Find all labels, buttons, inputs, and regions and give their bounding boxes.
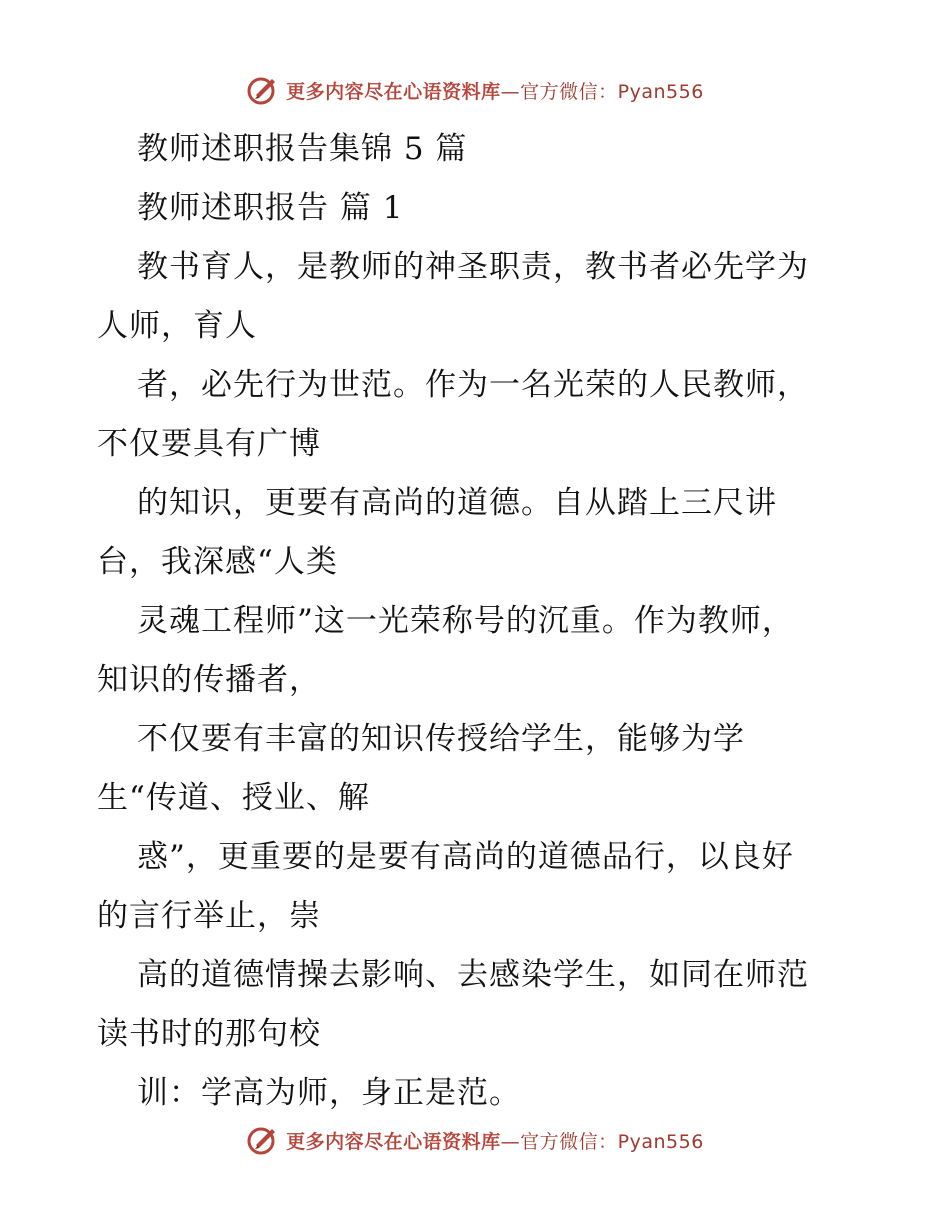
paragraph-line: 人师，育人: [97, 308, 257, 344]
paragraph-line: 读书时的那句校: [97, 1016, 321, 1052]
paragraph-line: 不仅要具有广博: [97, 426, 321, 462]
paragraph-line: 的言行举止，崇: [97, 898, 321, 934]
paragraph-line: 的知识，更要有高尚的道德。自从踏上三尺讲: [137, 485, 777, 521]
header-banner-slogan: 更多内容尽在心语资料库: [286, 80, 501, 103]
paragraph-line: 教书育人，是教师的神圣职责，教书者必先学为: [137, 249, 809, 285]
quill-pen-logo-icon: [246, 73, 280, 107]
footer-banner-text: [286, 1127, 704, 1154]
document-title: 教师述职报告集锦 5 篇: [137, 131, 468, 167]
paragraph-line: 灵魂工程师”这一光荣称号的沉重。作为教师，: [137, 603, 794, 639]
header-banner-text: [286, 77, 704, 104]
quill-pen-logo-icon: [246, 1123, 280, 1157]
paragraph-line: 高的道德情操去影响、去感染学生，如同在师范: [137, 957, 809, 993]
paragraph-line: 知识的传播者，: [97, 662, 321, 698]
paragraph-line: 台，我深感“人类: [97, 544, 338, 580]
paragraph-line: 不仅要有丰富的知识传授给学生，能够为学: [137, 721, 745, 757]
paragraph-line: 训：学高为师，身正是范。: [137, 1075, 521, 1111]
footer-banner-wechat: 官方微信：Pyan556: [520, 1130, 704, 1153]
header-banner-wechat: 官方微信：Pyan556: [520, 80, 704, 103]
header-banner: [0, 70, 950, 110]
document-body: [97, 120, 857, 1123]
document-subtitle: 教师述职报告 篇 1: [137, 190, 404, 226]
footer-banner-slogan: 更多内容尽在心语资料库: [286, 1130, 501, 1153]
footer-banner-separator: —: [500, 1130, 521, 1153]
paragraph-line: 者，必先行为世范。作为一名光荣的人民教师，: [137, 367, 809, 403]
header-banner-separator: —: [500, 80, 521, 103]
footer-banner: [0, 1120, 950, 1160]
paragraph-line: 惑”，更重要的是要有高尚的道德品行，以良好: [137, 839, 794, 875]
paragraph-line: 生“传道、授业、解: [97, 780, 370, 816]
